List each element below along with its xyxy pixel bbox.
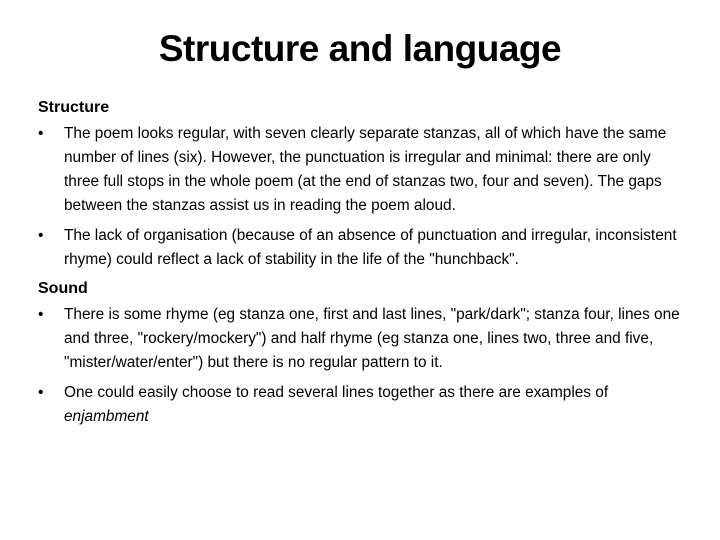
bullet-text: The lack of organisation (because of an absence of punctuation and irregular, inconsistent rhyme) could reflect a lack of stability in the life of the "hunchback". <box>64 227 677 268</box>
bullet-icon: • <box>38 384 44 401</box>
bullet-item <box>38 224 688 272</box>
slide-body <box>38 97 688 435</box>
bullet-icon: • <box>38 306 44 323</box>
bullet-list-structure <box>38 122 688 272</box>
bullet-list-sound <box>38 303 688 429</box>
bullet-text: There is some rhyme (eg stanza one, first and last lines, "park/dark"; stanza four, lines one and three, "rockery/mockery") and half rhyme (eg stanza one, lines two, three and five, "mister/water/enter") but there is no regular pattern to it. <box>64 306 680 371</box>
bullet-item <box>38 303 688 375</box>
bullet-text: The poem looks regular, with seven clearly separate stanzas, all of which have the same number of lines (six). However, the punctuation is irregular and minimal: there are only three full stops in the whole poem (at the end of stanzas two, four and seven). The gaps between the stanzas assist us in reading the poem aloud. <box>64 125 667 214</box>
section-sound <box>38 278 688 429</box>
bullet-item <box>38 381 688 429</box>
slide-title: Structure and language <box>158 28 562 69</box>
section-structure <box>38 97 688 272</box>
bullet-icon: • <box>38 227 44 244</box>
bullet-item <box>38 122 688 218</box>
bullet-emphasis: enjambment <box>64 408 149 425</box>
bullet-icon: • <box>38 125 44 142</box>
bullet-text: One could easily choose to read several lines together as there are examples of <box>64 384 609 401</box>
section-heading-structure: Structure <box>38 99 110 116</box>
section-heading-sound: Sound <box>38 280 88 297</box>
